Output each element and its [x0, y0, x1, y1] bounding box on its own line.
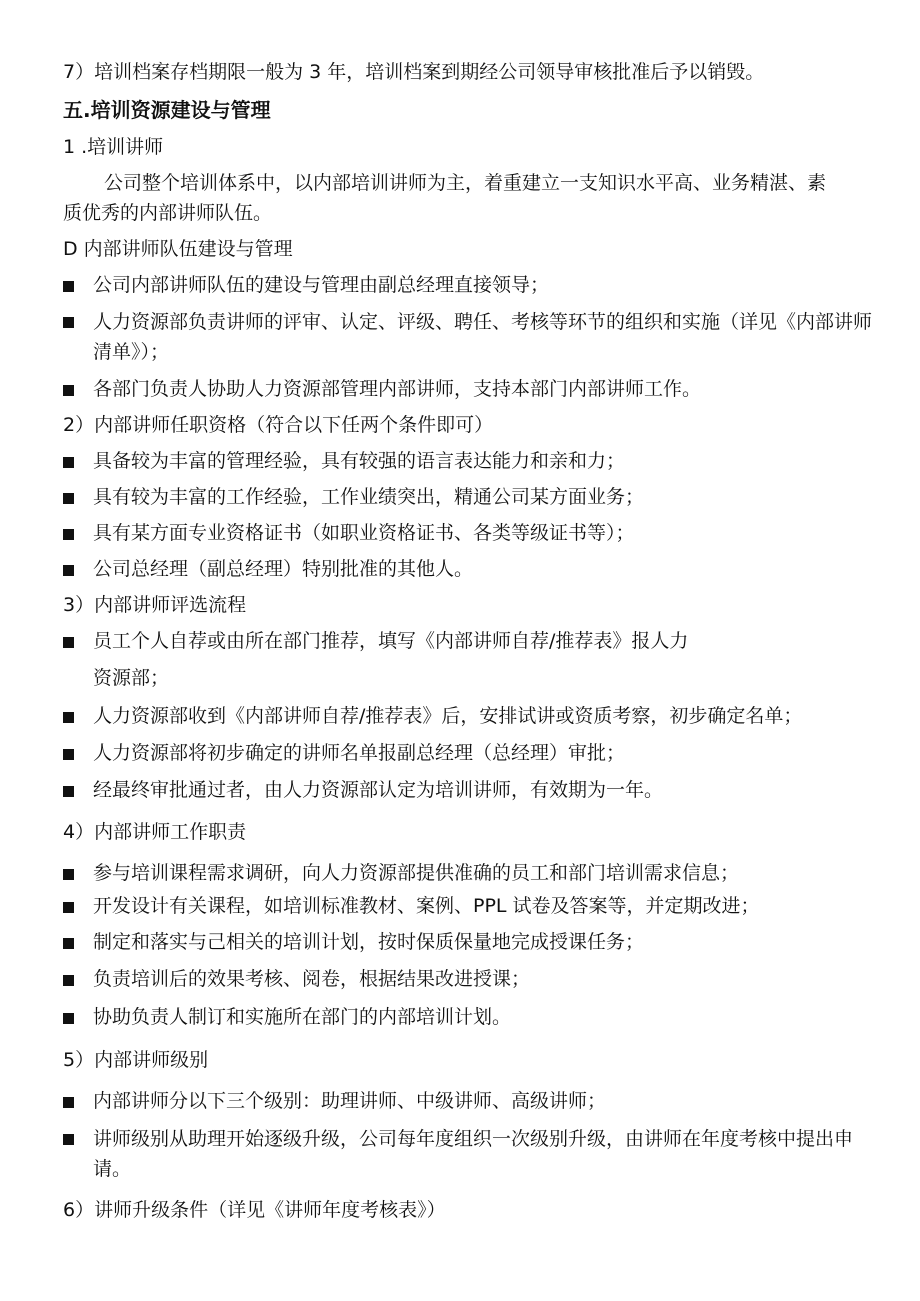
list-item-text: 各部门负责人协助人力资源部管理内部讲师，支持本部门内部讲师工作。 [93, 378, 702, 400]
list-item-text: 具有较为丰富的工作经验，工作业绩突出，精通公司某方面业务； [93, 486, 645, 508]
list-item-text: 公司内部讲师队伍的建设与管理由副总经理直接领导； [93, 274, 550, 296]
square-bullet-icon [63, 493, 74, 504]
square-bullet-icon [63, 869, 74, 880]
list-item-text: 人力资源部将初步确定的讲师名单报副总经理（总经理）审批； [93, 742, 626, 764]
square-bullet-icon [63, 1134, 74, 1145]
subsection-title: 5）内部讲师级别 [63, 1049, 209, 1071]
section-heading: 五.培训资源建设与管理 [63, 98, 271, 122]
subsection-title: 1 .培训讲师 [63, 136, 164, 158]
subsection-title: D 内部讲师队伍建设与管理 [63, 238, 293, 260]
square-bullet-icon [63, 975, 74, 986]
paragraph: 质优秀的内部讲师队伍。 [63, 202, 273, 224]
subsection-title: 2）内部讲师任职资格（符合以下任两个条件即可） [63, 414, 494, 436]
paragraph: 公司整个培训体系中，以内部培训讲师为主，着重建立一支知识水平高、业务精湛、素 [104, 172, 827, 194]
list-item-text: 协助负责人制订和实施所在部门的内部培训计划。 [93, 1006, 512, 1028]
list-item-text: 具有某方面专业资格证书（如职业资格证书、各类等级证书等）； [93, 522, 635, 544]
list-item-text: 人力资源部收到《内部讲师自荐/推荐表》后，安排试讲或资质考察，初步确定名单； [93, 705, 803, 727]
paragraph: 7）培训档案存档期限一般为 3 年，培训档案到期经公司领导审核批准后予以销毁。 [63, 61, 765, 83]
square-bullet-icon [63, 1097, 74, 1108]
list-item-text: 员工个人自荐或由所在部门推荐，填写《内部讲师自荐/推荐表》报人力 [93, 630, 689, 652]
list-item-text: 具备较为丰富的管理经验，具有较强的语言表达能力和亲和力； [93, 450, 626, 472]
square-bullet-icon [63, 457, 74, 468]
square-bullet-icon [63, 637, 74, 648]
subsection-title: 6）讲师升级条件（详见《讲师年度考核表》） [63, 1199, 446, 1221]
square-bullet-icon [63, 749, 74, 760]
subsection-title: 3）内部讲师评选流程 [63, 594, 247, 616]
list-item-text: 负责培训后的效果考核、阅卷，根据结果改进授课； [93, 968, 531, 990]
list-item-text: 人力资源部负责讲师的评审、认定、评级、聘任、考核等环节的组织和实施（详见《内部讲师清单》）； [93, 311, 873, 363]
square-bullet-icon [63, 786, 74, 797]
list-item-text: 开发设计有关课程，如培训标准教材、案例、PPL 试卷及答案等，并定期改进； [93, 895, 760, 917]
square-bullet-icon [63, 385, 74, 396]
square-bullet-icon [63, 712, 74, 723]
square-bullet-icon [63, 529, 74, 540]
subsection-title: 4）内部讲师工作职责 [63, 821, 247, 843]
list-item-continuation: 资源部； [93, 667, 170, 689]
list-item-text: 制定和落实与己相关的培训计划，按时保质保量地完成授课任务； [93, 931, 645, 953]
square-bullet-icon [63, 938, 74, 949]
list-item-text: 参与培训课程需求调研，向人力资源部提供准确的员工和部门培训需求信息； [93, 862, 740, 884]
list-item-text: 公司总经理（副总经理）特别批准的其他人。 [93, 558, 474, 580]
square-bullet-icon [63, 565, 74, 576]
square-bullet-icon [63, 1013, 74, 1024]
list-item-text: 经最终审批通过者，由人力资源部认定为培训讲师，有效期为一年。 [93, 779, 664, 801]
square-bullet-icon [63, 317, 74, 328]
list-item-text: 内部讲师分以下三个级别：助理讲师、中级讲师、高级讲师； [93, 1090, 607, 1112]
square-bullet-icon [63, 281, 74, 292]
list-item-text: 讲师级别从助理开始逐级升级，公司每年度组织一次级别升级，由讲师在年度考核中提出申请。 [93, 1128, 854, 1180]
square-bullet-icon [63, 902, 74, 913]
